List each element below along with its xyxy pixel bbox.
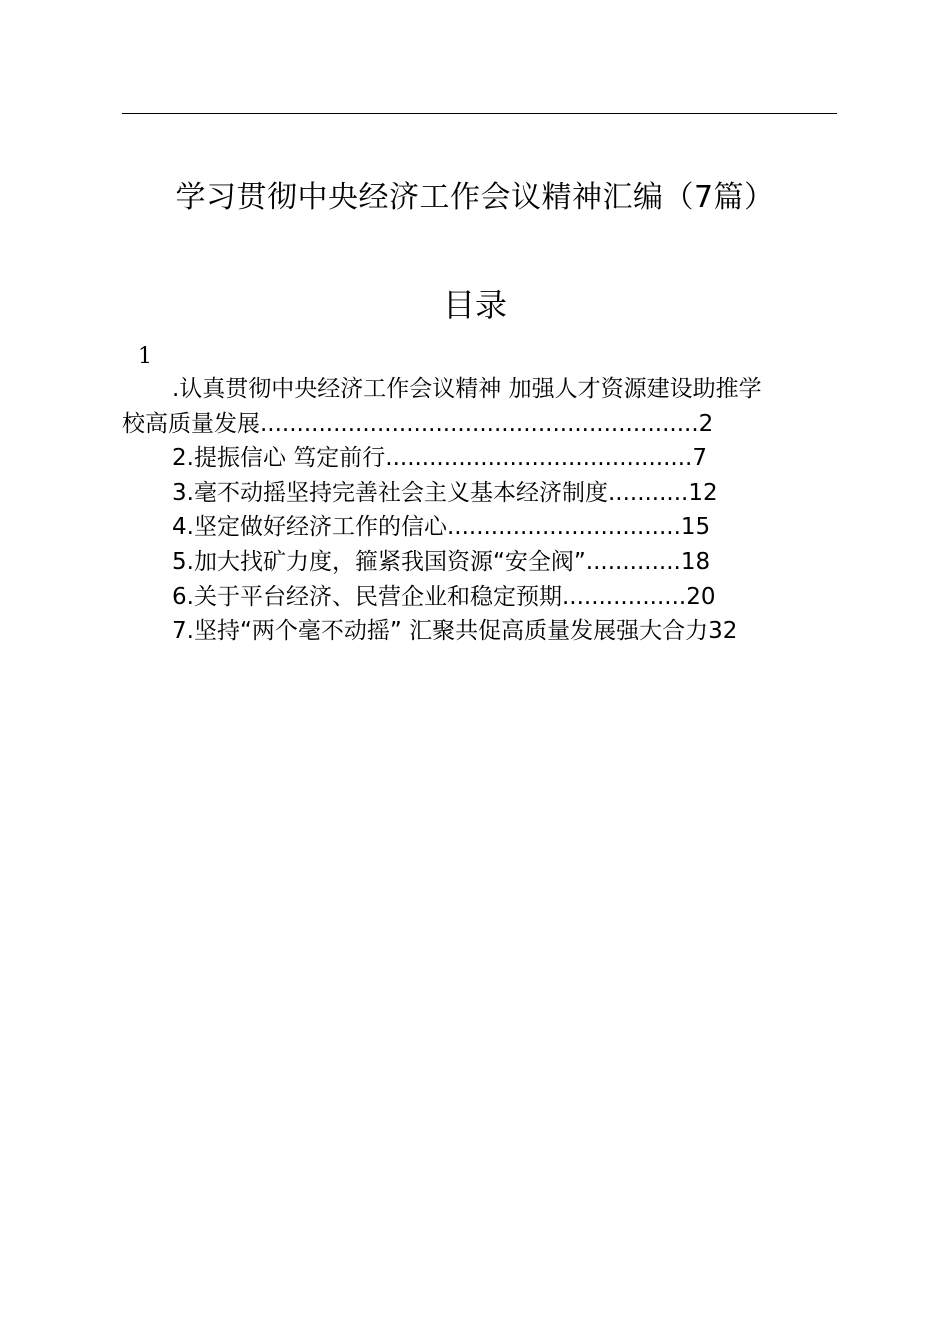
toc-entry-1-line-1[interactable]: .认真贯彻中央经济工作会议精神 加强人才资源建设助推学: [172, 376, 762, 402]
toc-heading: 目录: [442, 286, 507, 324]
toc-entry-2[interactable]: 2.提振信心 笃定前行..........................................7: [172, 445, 707, 472]
document-title: 学习贯彻中央经济工作会议精神汇编（7篇）: [175, 180, 775, 215]
toc-entry-1-line-2[interactable]: 校高质量发展............................................................2: [122, 410, 714, 437]
stray-page-number: 1: [138, 344, 152, 369]
toc-entry-5[interactable]: 5.加大找矿力度，箍紧我国资源“安全阀”.............18: [172, 548, 711, 575]
table-of-contents: [122, 372, 842, 649]
toc-entry-6[interactable]: 6.关于平台经济、民营企业和稳定预期.................20: [172, 583, 716, 610]
toc-entry-3[interactable]: 3.毫不动摇坚持完善社会主义基本经济制度...........12: [172, 479, 718, 506]
toc-entry-4[interactable]: 4.坚定做好经济工作的信心................................15: [172, 514, 711, 541]
header-rule: [122, 113, 837, 114]
toc-entry-7[interactable]: 7.坚持“两个毫不动摇” 汇聚共促高质量发展强大合力32: [172, 618, 738, 645]
